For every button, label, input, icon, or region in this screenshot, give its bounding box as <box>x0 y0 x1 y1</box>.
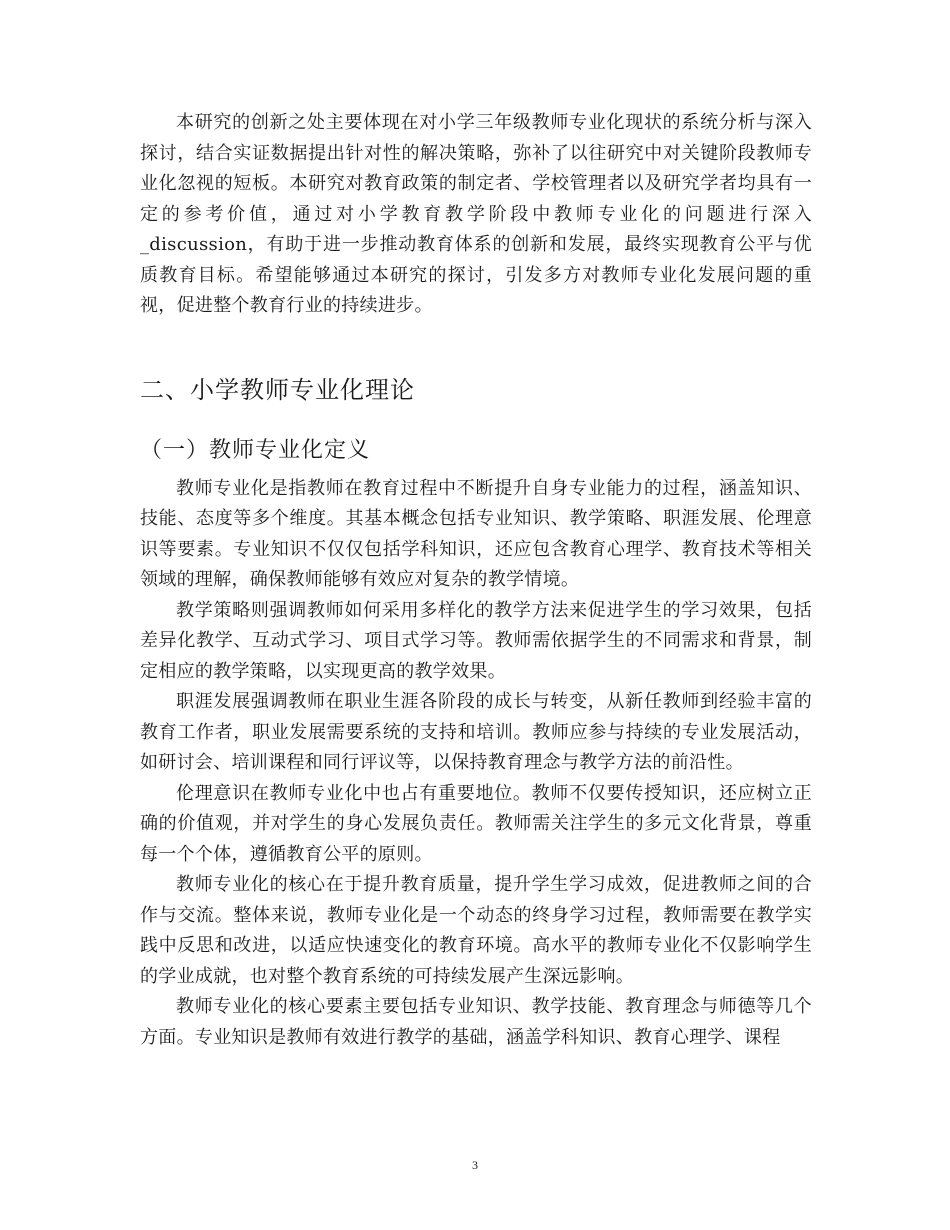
section-heading: 二、小学教师专业化理论 <box>140 375 415 404</box>
body-paragraph-5: 教师专业化的核心在于提升教育质量，提升学生学习成效，促进教师之间的合作与交流。整体来说，教师专业化是一个动态的终身学习过程，教师需要在教学实践中反思和改进，以适应快速变化的教育环境。高水平的教师专业化不仅影响学生的学业成就，也对整个教育系统的可持续发展产生深远影响。 <box>140 874 812 987</box>
body-paragraph-6: 教师专业化的核心要素主要包括专业知识、教学技能、教育理念与师德等几个方面。专业知识是教师有效进行教学的基础，涵盖学科知识、教育心理学、课程 <box>140 996 812 1048</box>
intro-paragraph: 本研究的创新之处主要体现在对小学三年级教师专业化现状的系统分析与深入探讨，结合实证数据提出针对性的解决策略，弥补了以往研究中对关键阶段教师专业化忽视的短板。本研究对教育政策的制定者、学校管理者以及研究学者均具有一定的参考价值，通过对小学教育教学阶段中教师专业化的问题进行深入_discussion，有助于进一步推动教育体系的创新和发展，最终实现教育公平与优质教育目标。希望能够通过本研究的探讨，引发多方对教师专业化发展问题的重视，促进整个教育行业的持续进步。 <box>140 112 812 316</box>
body-paragraph-2: 教学策略则强调教师如何采用多样化的教学方法来促进学生的学习效果，包括差异化教学、互动式学习、项目式学习等。教师需依据学生的不同需求和背景，制定相应的教学策略，以实现更高的教学效果。 <box>140 599 812 682</box>
subsection-heading: （一）教师专业化定义 <box>140 437 371 463</box>
body-paragraph-3: 职涯发展强调教师在职业生涯各阶段的成长与转变，从新任教师到经验丰富的教育工作者，职业发展需要系统的支持和培训。教师应参与持续的专业发展活动，如研讨会、培训课程和同行评议等，以保持教育理念与教学方法的前沿性。 <box>140 691 812 773</box>
body-paragraph-4: 伦理意识在教师专业化中也占有重要地位。教师不仅要传授知识，还应树立正确的价值观，并对学生的身心发展负责任。教师需关注学生的多元文化背景，尊重每一个个体，遵循教育公平的原则。 <box>140 782 812 865</box>
body-paragraph-1: 教师专业化是指教师在教育过程中不断提升自身专业能力的过程，涵盖知识、技能、态度等多个维度。其基本概念包括专业知识、教学策略、职涯发展、伦理意识等要素。专业知识不仅仅包括学科知识，还应包含教育心理学、教育技术等相关领域的理解，确保教师能够有效应对复杂的教学情境。 <box>140 477 812 590</box>
document-page <box>140 108 812 1053</box>
page-number: 3 <box>472 1158 478 1172</box>
